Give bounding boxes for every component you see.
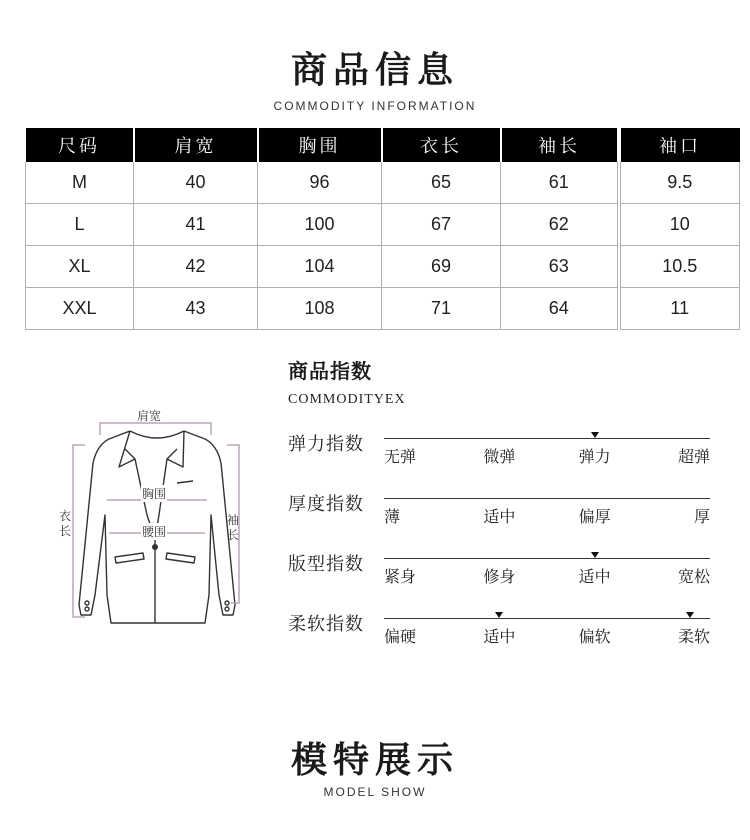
column-header: 尺码 — [26, 128, 134, 162]
selected-marker-icon — [686, 612, 694, 618]
button-icon — [152, 544, 158, 550]
index-option: 弹力 — [578, 447, 611, 466]
table-cell: 65 — [382, 162, 501, 204]
fit-index — [288, 550, 710, 600]
table-row — [26, 246, 740, 288]
index-subtitle: COMMODITYEX — [288, 392, 406, 407]
selected-marker-icon — [591, 432, 599, 438]
table-cell: 108 — [258, 288, 382, 330]
index-option: 柔软 — [677, 627, 710, 646]
section-subtitle: MODEL SHOW — [323, 785, 427, 799]
index-option: 微弹 — [483, 447, 516, 466]
index-label: 厚度指数 — [288, 494, 364, 515]
index-title: 商品指数 — [288, 359, 372, 383]
thickness-index — [288, 490, 710, 540]
table-cell: 9.5 — [619, 162, 740, 204]
table-row — [26, 162, 740, 204]
table-cell: L — [26, 204, 134, 246]
table-cell: XL — [26, 246, 134, 288]
index-option: 适中 — [578, 567, 611, 586]
selected-marker-icon — [591, 552, 599, 558]
index-label: 弹力指数 — [288, 434, 364, 455]
index-option: 宽松 — [677, 567, 710, 586]
table-cell: 96 — [258, 162, 382, 204]
table-cell: 62 — [501, 204, 619, 246]
index-label: 版型指数 — [288, 554, 364, 575]
table-cell: 43 — [134, 288, 258, 330]
table-cell: 64 — [501, 288, 619, 330]
index-option: 无弹 — [384, 447, 417, 466]
index-label: 柔软指数 — [288, 614, 364, 635]
table-cell: 69 — [382, 246, 501, 288]
index-options — [384, 564, 710, 587]
column-header: 胸围 — [258, 128, 382, 162]
commodity-info-header — [0, 42, 750, 113]
table-cell: M — [26, 162, 134, 204]
model-show-header — [0, 732, 750, 799]
size-table — [25, 128, 740, 330]
index-option: 薄 — [384, 507, 401, 526]
column-header: 肩宽 — [134, 128, 258, 162]
elasticity-index — [288, 430, 710, 480]
index-option: 修身 — [483, 567, 516, 586]
index-scale-line — [384, 558, 710, 559]
index-scale-line — [384, 498, 710, 499]
chest-label: 胸围 — [142, 487, 167, 501]
index-option: 厚 — [693, 507, 710, 526]
table-cell: 104 — [258, 246, 382, 288]
table-cell: 61 — [501, 162, 619, 204]
table-cell: 11 — [619, 288, 740, 330]
table-cell: XXL — [26, 288, 134, 330]
table-row — [26, 288, 740, 330]
sleeve-label: 袖长 — [227, 513, 240, 542]
table-cell: 42 — [134, 246, 258, 288]
waist-label: 腰围 — [142, 525, 167, 539]
index-option: 偏软 — [578, 627, 611, 646]
table-header-row — [26, 128, 740, 162]
table-cell: 10.5 — [619, 246, 740, 288]
index-option: 适中 — [483, 507, 516, 526]
index-option: 适中 — [483, 627, 516, 646]
index-scale-line — [384, 438, 710, 439]
table-row — [26, 204, 740, 246]
column-header: 衣长 — [382, 128, 501, 162]
index-options — [384, 444, 710, 467]
table-cell: 67 — [382, 204, 501, 246]
index-options — [384, 504, 710, 527]
table-cell: 71 — [382, 288, 501, 330]
column-header: 袖口 — [619, 128, 740, 162]
index-option: 超弹 — [677, 447, 710, 466]
index-option: 紧身 — [384, 567, 417, 586]
index-scale-line — [384, 618, 710, 619]
selected-marker-icon — [495, 612, 503, 618]
index-options — [384, 624, 710, 647]
length-label: 衣长 — [59, 509, 72, 538]
section-subtitle: COMMODITY INFORMATION — [273, 99, 477, 113]
table-cell: 40 — [134, 162, 258, 204]
softness-index — [288, 610, 710, 660]
table-cell: 100 — [258, 204, 382, 246]
section-title: 模特展示 — [290, 740, 459, 781]
jacket-diagram — [55, 405, 265, 640]
table-cell: 10 — [619, 204, 740, 246]
section-title: 商品信息 — [290, 50, 459, 91]
table-cell: 41 — [134, 204, 258, 246]
index-option: 偏厚 — [578, 507, 611, 526]
column-header: 袖长 — [501, 128, 619, 162]
shoulder-label: 肩宽 — [137, 409, 162, 423]
table-cell: 63 — [501, 246, 619, 288]
index-option: 偏硬 — [384, 627, 417, 646]
